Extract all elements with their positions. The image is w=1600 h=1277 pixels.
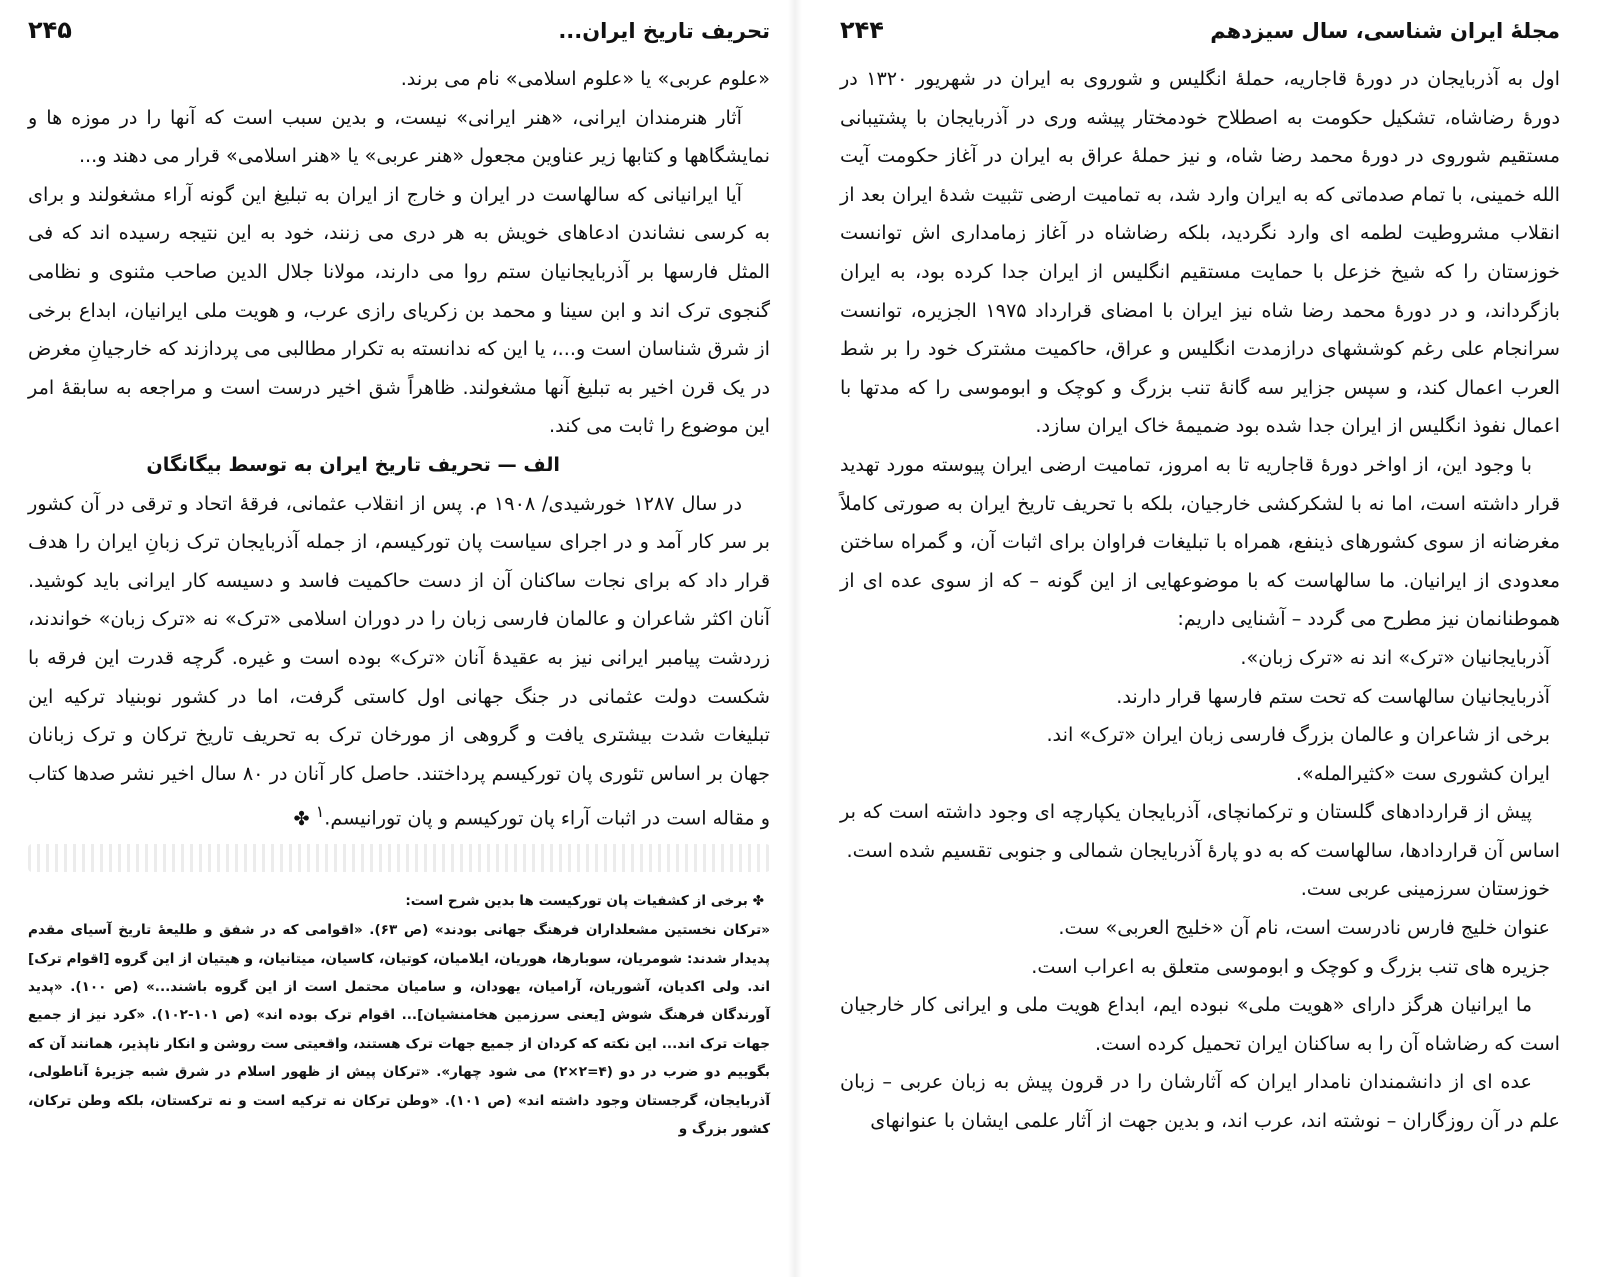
left-paragraph-3: آیا ایرانیانی که سالهاست در ایران و خارج از ایران به تبلیغ این گونه آراء مشغولند و برای به کرسی نشاندن ادعاهای خویش به هر دری می زنند، خود به این نتیجه رسیده اند که فی المثل فارسها بر آذربایجانیان ستم روا می دارند، مولانا جلال الدین صاحب مثنوی و نظامی گنجوی ترک اند و ابن سینا و محمد بن زکریای رازی عرب، و هویت ملی ایرانیان، ابداع برخی از شرق شناسان است و...، یا این که ندانسته به تکرار مطالبی می پردازند که خارجیانِ مغرض در یک قرن اخیر به تبلیغ آنها مشغولند. ظاهراً شق اخیر درست است و مراجعه به سابقهٔ امر این موضوع را ثابت می کند. bbox=[28, 182, 770, 438]
right-page bbox=[800, 0, 1600, 1277]
right-paragraph-4: ما ایرانیان هرگز دارای «هویت ملی» نبوده ایم، ابداع هویت ملی و ایرانی کار خارجیان است که رضاشاه آن را به ساکنان ایران تحمیل کرده است. bbox=[840, 993, 1560, 1055]
left-paragraph-2: آثار هنرمندان ایرانی، «هنر ایرانی» نیست، و بدین سبب است که آنها را در موزه ها و نمایشگاهها و کتابها زیر عناوین مجعول «هنر عربی» یا «هنر اسلامی» قرار می دهند و... bbox=[28, 105, 770, 168]
claim-item: آذربایجانیان «ترک» اند نه «ترک زبان». bbox=[1240, 645, 1550, 669]
left-header-title: تحریف تاریخ ایران... bbox=[558, 19, 770, 43]
right-paragraph-5: عده ای از دانشمندان نامدار ایران که آثارشان را در قرون پیش به زبان عربی – زبان علم در آن روزگاران – نوشته اند، عرب اند، و بدین جهت از آثار علمی ایشان با عنوانهای bbox=[840, 1070, 1560, 1133]
scan-smudge bbox=[28, 844, 770, 872]
right-paragraph-1: اول به آذربایجان در دورهٔ قاجاریه، حملهٔ انگلیس و شوروی به ایران در شهریور ۱۳۲۰ در دورهٔ رضاشاه، تشکیل حکومت به اصطلاح خودمختار پیشه وری در آذربایجان با پشتیبانی مستقیم شوروی در دورهٔ محمد رضا شاه، و نیز حملهٔ عراق به ایران در آغاز حکومت آیت الله خمینی، با تمام صدماتی که به ایران وارد شد، به تمامیت ارضی تثبیت شدهٔ ایران بعد از انقلاب مشروطیت لطمه ای وارد نگردید، بلکه رضاشاه در آغاز زمامداری اش توانست خوزستان را که شیخ خزعل با حمایت مستقیم انگلیس از ایران جدا کرده بود، به ایران بازگرداند، و در دورهٔ محمد رضا شاه نیز ایران با امضای قرارداد ۱۹۷۵ الجزیره، توانست سرانجام علی رغم کوششهای درازمدت انگلیس و عراق، حاکمیت مشترک خود را بر شط العرب اعمال کند، و سپس جزایر سه گانهٔ تنب بزرگ و کوچک و ابوموسی را که مدتها با اعمال نفوذ انگلیس از ایران جدا شده بود ضمیمهٔ خاک ایران سازد. bbox=[840, 67, 1561, 438]
right-header-title: مجلهٔ ایران شناسی، سال سیزدهم bbox=[1210, 19, 1560, 43]
footnote-star: ✤ bbox=[293, 806, 310, 830]
footnote-heading: ✤ برخی از کشفیات پان تورکیست ها بدین شرح است: bbox=[405, 893, 764, 910]
claim-item: آذربایجانیان سالهاست که تحت ستم فارسها قرار دارند. bbox=[1116, 684, 1550, 708]
left-paragraph-1: «علوم عربی» یا «علوم اسلامی» نام می برند. bbox=[400, 67, 770, 90]
left-page bbox=[0, 0, 790, 1277]
right-paragraph-2: با وجود این، از اواخر دورهٔ قاجاریه تا به امروز، تمامیت ارضی ایران پیوسته مورد تهدید قرار داشته است، اما نه با لشکرکشی خارجیان، بلکه با تحریف تاریخ ایران به صورتی کاملاً مغرضانه از سوی کشورهای ذینفع، همراه با تبلیغات فراوان برای اثبات آن، و گمراه ساختن معدودی از ایرانیان. ما سالهاست که با موضوعهایی از این گونه – که از سوی عده ای از هموطنانمان نیز مطرح می گردد – آشنایی داریم: bbox=[840, 452, 1560, 631]
footnote-marker: ١ bbox=[315, 802, 325, 822]
right-paragraph-3: پیش از قراردادهای گلستان و ترکمانچای، آذربایجان یکپارچه ای وجود داشته است که بر اساس آن قراردادها، سالهاست که به دو پارهٔ آذربایجان شمالی و جنوبی تقسیم شده است. bbox=[840, 800, 1560, 862]
claim-item: خوزستان سرزمینی عربی ست. bbox=[1300, 877, 1550, 901]
section-heading: الف — تحریف تاریخ ایران به توسط بیگانگان bbox=[146, 452, 560, 476]
claim-item: برخی از شاعران و عالمان بزرگ فارسی زبان ایران «ترک» اند. bbox=[1046, 723, 1550, 747]
right-running-head bbox=[840, 16, 1560, 60]
footnote-text: «ترکان نخستین مشعلداران فرهنگ جهانی بودند» (ص ۶۳). «اقوامی که در شفق و طلیعهٔ تاریخ آسیای مقدم پدیدار شدند: شومریان، سوبارها، هوریان، ایلامیان، کوتیان، کاسیان، میتانیان، و هیتیان از این گروه [اقوام ترک] اند. ولی اکدیان، آشوریان، آرامیان، یهودان، و سامیان محتمل است از این گروه باشند...» (ص ۱۰۰). «پدید آورندگان فرهنگ شوش [یعنی سرزمین هخامنشیان]... اقوام ترک بوده اند» (ص ۱۰۱-۱۰۲). «کرد نیز از جمیع جهات ترک اند... این نکته که کردان از جمیع جهات ترک هستند، واقعیتی ست روشن و انکار ناپذیر، همانند آن که بگوییم دو ضرب در دو (۴=۲×۲) می شود چهار». «ترکان پیش از ظهور اسلام در شرق شبه جزیرهٔ آناطولی، آذربایجان، گرجستان وجود داشته اند» (ص ۱۰۱). «وطن ترکان نه ترکیه است و نه ترکستان، بلکه وطن ترکان، کشور بزرگ و bbox=[28, 922, 770, 1138]
left-running-head bbox=[28, 16, 770, 60]
claim-item: عنوان خلیج فارس نادرست است، نام آن «خلیج العربی» ست. bbox=[1058, 916, 1550, 940]
left-page-number: ۲۴۵ bbox=[28, 16, 72, 44]
claim-item: جزیره های تنب بزرگ و کوچک و ابوموسی متعلق به اعراب است. bbox=[1031, 954, 1550, 978]
section-paragraph-text: در سال ۱۲۸۷ خورشیدی/ ۱۹۰۸ م. پس از انقلاب عثمانی، فرقهٔ اتحاد و ترقی در آن کشور بر سر کار آمد و در اجرای سیاست پان تورکیسم، از جمله آذربایجان ترک زبانِ ایران را هدف قرار داد که برای نجات ساکنان آن از دست حاکمیت فاسد و دسیسه کار ایرانی باید کوشید. آنان اکثر شاعران و عالمان فارسی زبان را در دوران اسلامی «ترک» نه «ترک زبان» خواندند، زردشت پیامبر ایرانی نیز به عقیدهٔ آنان «ترک» بوده است و غیره. گرچه قدرت این فرقه با شکست دولت عثمانی در جنگ جهانی اول کاستی گرفت، اما در کشور نوبنیاد ترکیه این تبلیغات شدت بیشتری یافت و گروهی از مورخان ترک به تحریف تاریخ ترکان و ترک زبانان جهان بر اساس تئوری پان تورکیسم پرداختند. حاصل کار آنان در ۸۰ سال اخیر نشر صدها کتاب و مقاله است در اثبات آراء پان تورکیسم و پان تورانیسم. bbox=[28, 491, 770, 830]
left-section-paragraph bbox=[28, 485, 770, 839]
right-page-number: ۲۴۴ bbox=[840, 16, 884, 44]
claim-item: ایران کشوری ست «کثیرالمله». bbox=[1295, 761, 1550, 785]
